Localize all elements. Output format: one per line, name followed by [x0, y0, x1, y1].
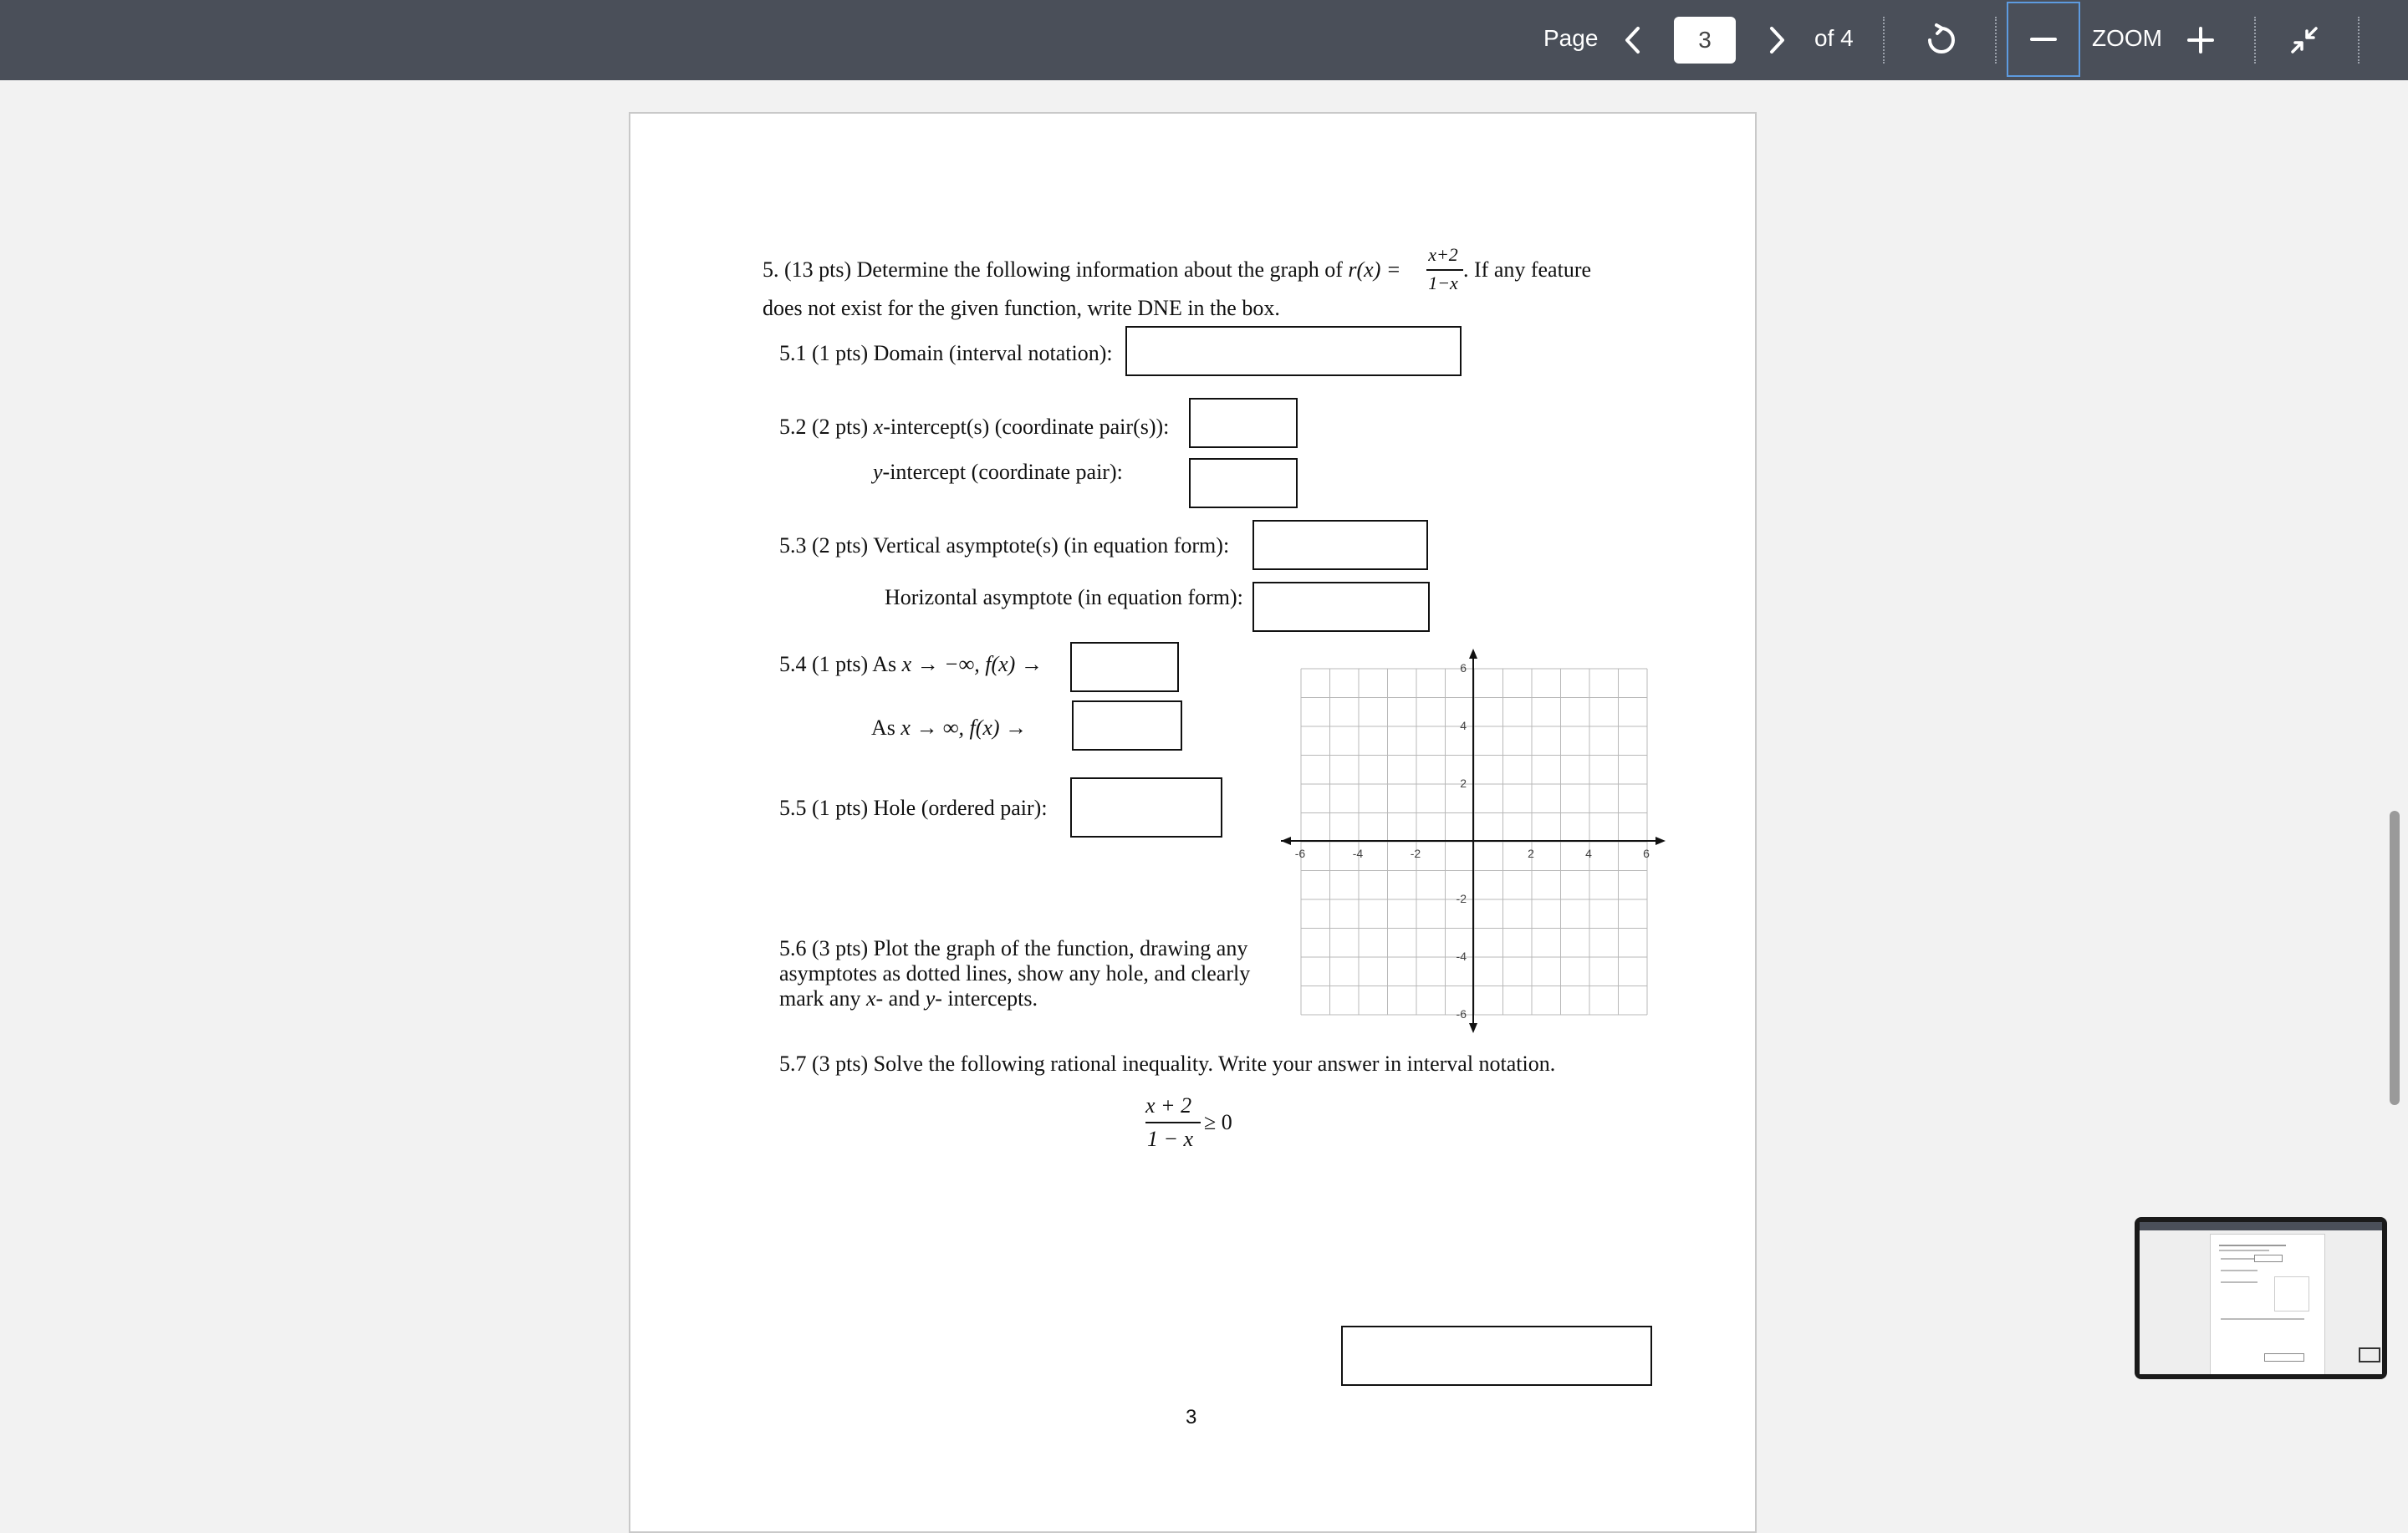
page-thumbnail-navigator[interactable] — [2135, 1217, 2387, 1379]
chevron-right-icon — [1758, 22, 1794, 59]
function-numerator — [1426, 244, 1460, 266]
toolbar-divider — [2358, 17, 2360, 64]
zoom-out-button[interactable] — [2007, 2, 2080, 77]
zoom-label: ZOOM — [2092, 25, 2162, 51]
collapse-button[interactable] — [2279, 15, 2329, 65]
question-5-intro-end: . If any feature — [1463, 257, 1592, 282]
x-tick-label: -4 — [1352, 847, 1364, 860]
inequality-numerator-text: x + 2 — [1145, 1093, 1192, 1118]
question-5-6-text-c: - intercepts. — [935, 986, 1038, 1011]
end-behavior-pos-answer-box[interactable] — [1072, 700, 1182, 751]
inequality-answer-box[interactable] — [1341, 1326, 1652, 1386]
function-denominator — [1426, 272, 1460, 294]
question-5-4-pos — [871, 716, 1027, 741]
question-5-6-line1: 5.6 (3 pts) Plot the graph of the function, drawing any — [779, 936, 1248, 960]
page-count: of 4 — [1814, 25, 1854, 51]
thumbnail-line — [2221, 1270, 2258, 1271]
coordinate-grid[interactable] — [1278, 645, 1676, 1040]
vertical-asymptote-answer-box[interactable] — [1252, 520, 1428, 570]
thumbnail-line — [2221, 1281, 2258, 1283]
x-tick-label: 2 — [1528, 847, 1534, 860]
thumbnail-line — [2221, 1318, 2304, 1320]
hole-answer-box[interactable] — [1070, 777, 1222, 838]
question-5-intro-text: 5. (13 pts) Determine the following information about the graph of — [763, 257, 1343, 282]
previous-page-button[interactable] — [1609, 15, 1659, 65]
y-tick-label: -4 — [1456, 950, 1467, 963]
question-5-7: 5.7 (3 pts) Solve the following rational inequality. Write your answer in interval notation. — [779, 1052, 1556, 1076]
y-tick-label: 4 — [1460, 719, 1467, 732]
question-5-4-pos-label: As — [871, 716, 895, 740]
toolbar-divider — [1995, 17, 1997, 64]
x-intercept-answer-box[interactable] — [1189, 398, 1298, 448]
inequality-relation: ≥ 0 — [1204, 1110, 1232, 1134]
rotate-icon — [1921, 22, 1958, 59]
variable-y: y — [873, 460, 883, 484]
question-5-5: 5.5 (1 pts) Hole (ordered pair): — [779, 796, 1048, 820]
minus-icon — [2025, 21, 2062, 58]
page-number-input[interactable] — [1674, 17, 1736, 64]
x-tick-label: -6 — [1294, 847, 1306, 860]
x-tick-label: 4 — [1585, 847, 1592, 860]
inequality-numerator — [1145, 1093, 1191, 1118]
thumbnail-toolbar — [2140, 1222, 2382, 1230]
thumbnail-viewport-marker — [2359, 1347, 2380, 1362]
scrollbar-thumb[interactable] — [2390, 811, 2400, 1105]
chevron-left-icon — [1615, 22, 1652, 59]
thumbnail-line — [2219, 1245, 2286, 1246]
function-denominator-text: 1−x — [1428, 272, 1458, 293]
thumbnail-page — [2210, 1234, 2325, 1374]
plus-icon — [2182, 22, 2219, 59]
variable-x: x — [865, 986, 876, 1011]
horizontal-asymptote-answer-box[interactable] — [1252, 582, 1430, 632]
question-5-2-y-text: -intercept (coordinate pair): — [882, 460, 1123, 484]
question-5-6-line3 — [779, 986, 1038, 1011]
question-5-3-horizontal: Horizontal asymptote (in equation form): — [885, 585, 1243, 609]
thumbnail-viewport — [2140, 1222, 2382, 1374]
y-tick-label: -6 — [1456, 1007, 1467, 1021]
next-page-button[interactable] — [1751, 15, 1801, 65]
x-tick-label: 6 — [1643, 847, 1650, 860]
toolbar-divider — [1883, 17, 1885, 64]
question-5-2-y — [873, 460, 1123, 485]
question-5-1: 5.1 (1 pts) Domain (interval notation): — [779, 341, 1113, 365]
question-5-intro — [763, 257, 1400, 283]
question-5-4 — [779, 652, 1043, 677]
x-tick-label: -2 — [1410, 847, 1421, 860]
question-5-6-text-a: mark any — [779, 986, 861, 1011]
thumbnail-box — [2254, 1255, 2283, 1262]
question-5-2-label: 5.2 (2 pts) — [779, 415, 869, 439]
thumbnail-box — [2264, 1353, 2304, 1362]
variable-y: y — [925, 986, 936, 1011]
y-tick-label: 6 — [1460, 661, 1467, 675]
variable-x: x — [873, 415, 884, 439]
function-fraction-bar — [1426, 269, 1463, 271]
question-5-6-text-b: - and — [875, 986, 921, 1011]
y-tick-label: 2 — [1460, 777, 1467, 790]
zoom-in-button[interactable] — [2176, 15, 2226, 65]
y-tick-label: -2 — [1456, 892, 1467, 905]
question-5-intro-line2: does not exist for the given function, write DNE in the box. — [763, 296, 1280, 320]
end-behavior-neg-expr: x → −∞, f(x) → — [901, 652, 1043, 676]
y-axis-arrow-up — [1469, 649, 1477, 659]
end-behavior-neg-answer-box[interactable] — [1070, 642, 1179, 692]
x-axis-arrow-left — [1281, 837, 1291, 845]
x-axis-arrow-right — [1656, 837, 1666, 845]
thumbnail-line — [2219, 1250, 2269, 1251]
question-5-6-line2: asymptotes as dotted lines, show any hole, and clearly — [779, 961, 1251, 986]
question-5-2 — [779, 415, 1169, 440]
thumbnail-line — [2221, 1258, 2254, 1260]
inequality-denominator — [1147, 1127, 1193, 1152]
inequality-denominator-text: 1 − x — [1147, 1127, 1194, 1151]
function-numerator-text: x+2 — [1428, 244, 1458, 265]
inequality-fraction-bar — [1145, 1122, 1201, 1123]
collapse-arrows-icon — [2286, 22, 2323, 59]
question-5-2-text: -intercept(s) (coordinate pair(s)): — [883, 415, 1170, 439]
domain-answer-box[interactable] — [1125, 326, 1462, 376]
function-name: r(x) = — [1348, 257, 1401, 282]
question-5-3: 5.3 (2 pts) Vertical asymptote(s) (in equation form): — [779, 533, 1230, 558]
thumbnail-grid — [2274, 1276, 2309, 1311]
end-behavior-pos-expr: x → ∞, f(x) → — [900, 716, 1028, 740]
y-axis-arrow-down — [1469, 1023, 1477, 1033]
rotate-button[interactable] — [1915, 15, 1965, 65]
viewer-toolbar — [0, 0, 2408, 80]
page-label: Page — [1543, 25, 1599, 51]
question-5-4-label: 5.4 (1 pts) As — [779, 652, 897, 676]
y-intercept-answer-box[interactable] — [1189, 458, 1298, 508]
toolbar-divider — [2254, 17, 2256, 64]
page-number: 3 — [1186, 1406, 1197, 1429]
